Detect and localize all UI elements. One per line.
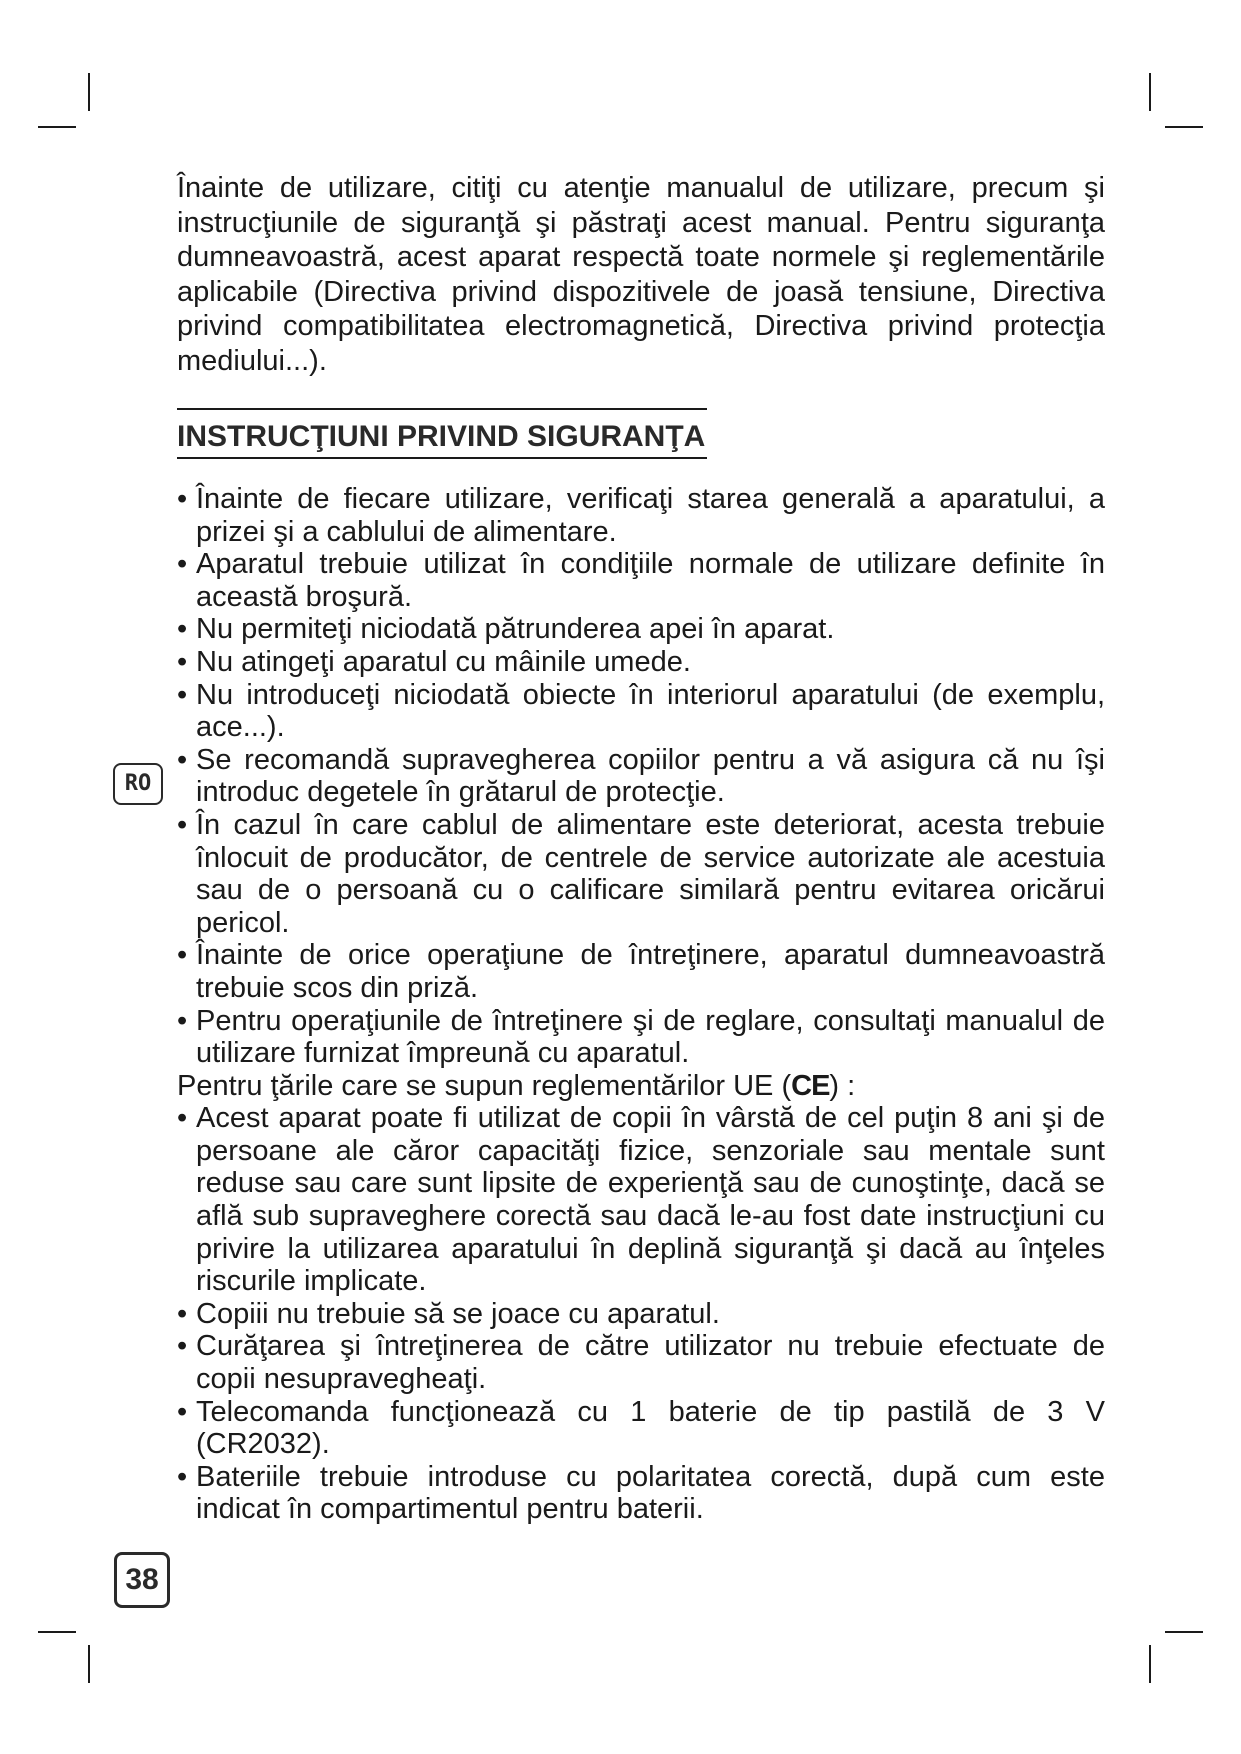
intro-paragraph: Înainte de utilizare, citiţi cu atenţie manualul de utilizare, precum şi instrucţiunile de siguranţă şi păstraţi acest manual. Pentru siguranţa dumneavoastră, acest aparat respectă toate normele şi reglementările aplicabile (Directiva privind dispozitivele de joasă tensiune, Directiva privind compatibilitatea electromagnetică, Directiva privind protecţia mediului...). — [177, 172, 1105, 377]
list-item: • Nu atingeţi aparatul cu mâinile umede. — [177, 646, 1105, 679]
list-item: • Acest aparat poate fi utilizat de copii în vârstă de cel puţin 8 ani şi de persoane ale căror capacităţi fizice, senzoriale sau mentale sunt reduse sau care sunt lipsite de experienţă sau de cunoştinţe, dacă se află sub supraveghere corectă sau dacă le-au fost date instrucţiuni cu privire la utilizarea aparatului în deplină siguranţă şi dacă au înţeles riscurile implicate. — [177, 1102, 1105, 1298]
eu-line-suffix: ) : — [829, 1069, 856, 1102]
crop-mark-bottom-left-vertical — [88, 1645, 90, 1683]
list-item: • Bateriile trebuie introduse cu polaritatea corectă, după cum este indicat în compartimentul pentru baterii. — [177, 1461, 1105, 1526]
list-item: • Aparatul trebuie utilizat în condiţiile normale de utilizare definite în această broşură. — [177, 548, 1105, 613]
list-item: • Nu permiteţi niciodată pătrunderea apei în aparat. — [177, 613, 1105, 646]
list-item: • Telecomanda funcţionează cu 1 baterie de tip pastilă de 3 V (CR2032). — [177, 1396, 1105, 1461]
section-heading: INSTRUCŢIUNI PRIVIND SIGURANŢA — [177, 408, 707, 459]
list-item: • Nu introduceţi niciodată obiecte în interiorul aparatului (de exemplu, ace...). — [177, 679, 1105, 744]
crop-mark-bottom-right-horizontal — [1165, 1631, 1203, 1633]
crop-mark-bottom-right-vertical — [1149, 1645, 1151, 1683]
list-item: • Înainte de orice operaţiune de întreţinere, aparatul dumneavoastră trebuie scos din priză. — [177, 939, 1105, 1004]
crop-mark-top-right-horizontal — [1165, 126, 1203, 128]
eu-safety-list — [177, 1102, 1105, 1526]
crop-mark-bottom-left-horizontal — [38, 1631, 76, 1633]
page-content — [177, 171, 1105, 1526]
crop-mark-top-right-vertical — [1149, 73, 1151, 111]
list-item: • Curăţarea şi întreţinerea de către utilizator nu trebuie efectuate de copii nesupravegheaţi. — [177, 1330, 1105, 1395]
list-item: • Înainte de fiecare utilizare, verificaţi starea generală a aparatului, a prizei şi a cablului de alimentare. — [177, 483, 1105, 548]
ce-mark-icon: CE — [791, 1069, 830, 1102]
crop-mark-top-left-horizontal — [38, 126, 76, 128]
list-item: • Se recomandă supravegherea copiilor pentru a vă asigura că nu îşi introduc degetele în grătarul de protecţie. — [177, 744, 1105, 809]
list-item: • Pentru operaţiunile de întreţinere şi de reglare, consultaţi manualul de utilizare furnizat împreună cu aparatul. — [177, 1005, 1105, 1070]
eu-regulation-line — [177, 1070, 1105, 1103]
eu-line-prefix: Pentru ţările care se supun reglementărilor UE ( — [177, 1069, 792, 1102]
list-item: • Copiii nu trebuie să se joace cu aparatul. — [177, 1298, 1105, 1331]
crop-mark-top-left-vertical — [88, 73, 90, 111]
safety-list — [177, 483, 1105, 1070]
language-badge: RO — [113, 763, 163, 805]
list-item: • În cazul în care cablul de alimentare este deteriorat, acesta trebuie înlocuit de producător, de centrele de service autorizate ale acestuia sau de o persoană cu o calificare similară pentru evitarea oricărui pericol. — [177, 809, 1105, 939]
page-number: 38 — [114, 1552, 170, 1608]
